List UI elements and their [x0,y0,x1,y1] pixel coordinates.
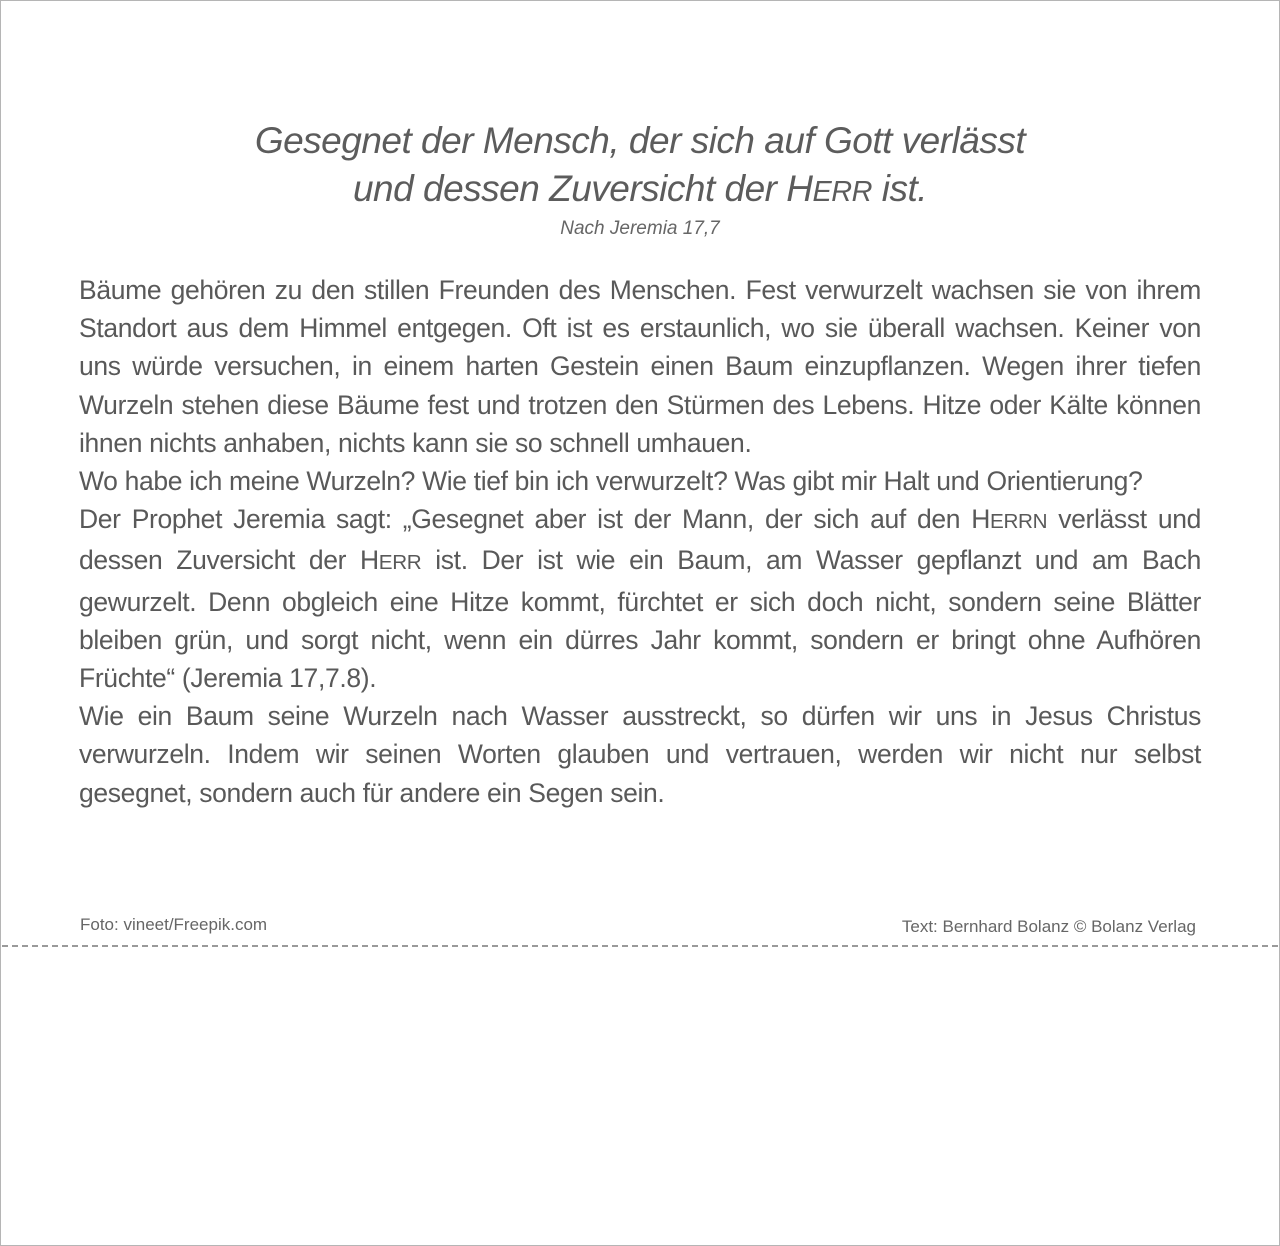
divine-name-small-caps: ERR [378,551,422,575]
quote-heading [0,117,1280,216]
divine-name-small-caps: ERRN [990,510,1048,534]
devotional-text [79,271,1201,812]
divine-name-small-caps: ERR [812,176,872,208]
paragraph-2: Wo habe ich meine Wurzeln? Wie tief bin ich verwurzelt? Was gibt mir Halt und Orientierung? [79,466,1143,497]
dashed-cut-line [2,945,1278,947]
paragraph-3-part-b: verlässt und dessen Zuversicht der [79,504,1201,576]
quote-line-2 [0,165,1280,216]
photo-credit: Foto: vineet/Freepik.com [80,915,268,934]
paragraph-3 [79,500,1201,697]
paragraph-1: Bäume gehören zu den stillen Freunden des Menschen. Fest verwurzelt wachsen sie von ihrem Standort aus dem Himmel entgegen. Oft ist es erstaunlich, wo sie überall wachsen. Keiner von uns würde versuchen, in einem harten Gestein einen Baum einzupflanzen. Wegen ihrer tiefen Wurzeln stehen diese Bäume fest und trotzen den Stürmen des Lebens. Hitze oder Kälte können ihnen nichts anhaben, nichts kann sie so schnell umhauen. [79,275,1201,458]
divine-name-first-letter: H [971,504,991,535]
quote-line-2-end: ist. [871,168,928,209]
paragraph-3-part-a: Der Prophet Jeremia sagt: „Gesegnet aber ist der Mann, der sich auf den [79,504,972,535]
bible-reference: Nach Jeremia 17,7 [560,218,720,239]
quote-line-2-text: und dessen Zuversicht der [352,168,787,209]
divine-name-first-letter: H [360,545,379,576]
text-credit: Text: Bernhard Bolanz © Bolanz Verlag [901,917,1196,936]
paragraph-3-part-c: ist. Der ist wie ein Baum, am Wasser gepflanzt und am Bach gewurzelt. Denn obgleich eine Hitze kommt, fürchtet er sich doch nicht, sondern seine Blätter bleiben grün, und sorgt nicht, wenn ein dürres Jahr kommt, sondern er bringt ohne Aufhören Früchte“ (Jeremia 17,7.8). [79,545,1201,694]
paragraph-4: Wie ein Baum seine Wurzeln nach Wasser ausstreckt, so dürfen wir uns in Jesus Christus verwurzeln. Indem wir seinen Worten glauben und vertrauen, werden wir nicht nur selbst gesegnet, sondern auch für andere ein Segen sein. [79,701,1201,808]
divine-name-first-letter: H [786,168,813,209]
quote-line-1: Gesegnet der Mensch, der sich auf Gott verlässt [254,120,1026,161]
